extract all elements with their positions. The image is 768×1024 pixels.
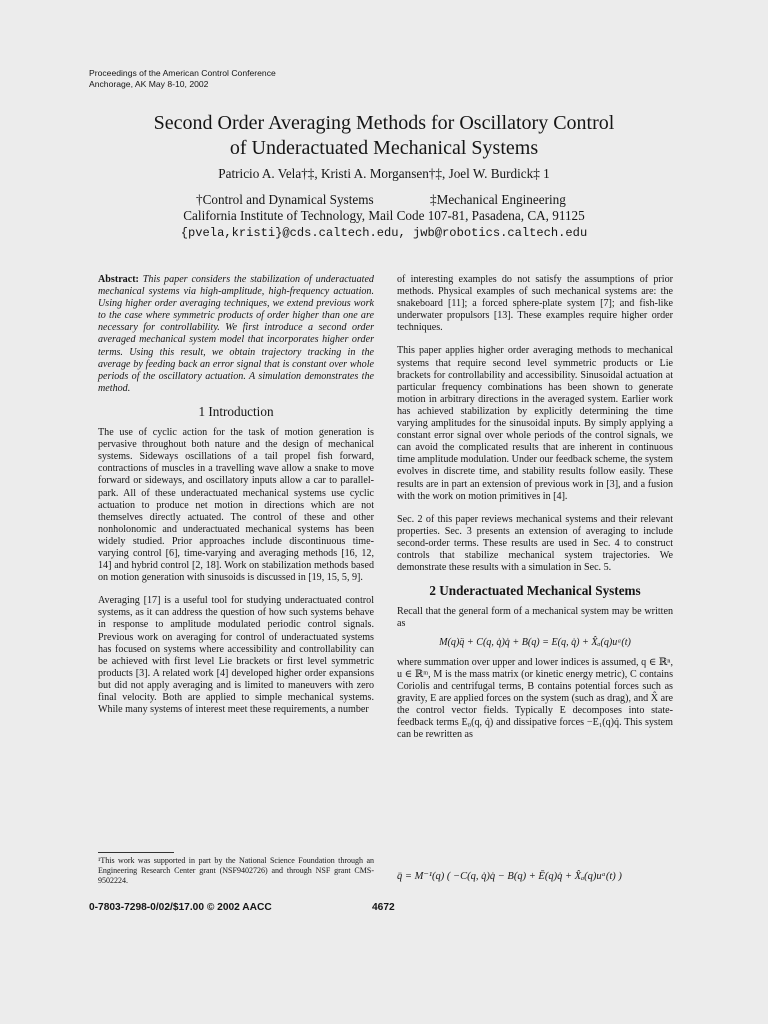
author-list: Patricio A. Vela†‡, Kristi A. Morgansen†‡, Joel W. Burdick‡ 1	[218, 166, 550, 181]
affiliation-departments	[60, 192, 708, 208]
abstract-label: Abstract:	[98, 274, 139, 285]
right-paragraph-2: This paper applies higher order averaging methods to mechanical systems that require second level symmetric products or Lie brackets for controllability and accessibility. Sinusoidal actuation at particular frequency combinations has been shown to generate motion in arbitrary directions in the averaged system. Earlier work has achieved stabilization by explicitly determining the time varying amplitudes for the sinusoidal inputs. By simply applying a constant error signal over whole periods of the control signals, we can avoid the complicated results that are inherent in continuous time amplitude modulation. Under our feedback scheme, the system evolves in discrete time, and stability results follow easily. These results are in part an extension of previous work in [3], and a fusion with the work on motion primitives in [4].	[397, 345, 673, 502]
conference-location: Anchorage, AK May 8-10, 2002	[89, 79, 209, 89]
paper-title-line1: Second Order Averaging Methods for Oscillatory Control	[153, 112, 615, 134]
section-heading-underactuated: 2 Underactuated Mechanical Systems	[429, 583, 641, 599]
footnote: ¹This work was supported in part by the National Science Foundation through an Engineering Research Center grant (NSF9402726) and through NSF grant CMS-9502224.	[98, 856, 374, 885]
intro-paragraph-2: Averaging [17] is a useful tool for studying underactuated control systems, as it can address the question of how such systems behave in response to amplitude modulated periodic control signals. Previous work on averaging for control of underactuated systems has focused on systems where accessibility and controllability can be achieved with first level Lie brackets or first level symmetric products [3]. A related work [4] developed higher order expansions but did not apply averaging and is limited to maneuvers with zero final velocity. Both are applied to simple mechanical systems. While many systems of interest meet these requirements, a number	[98, 595, 374, 716]
section-heading-introduction: 1 Introduction	[198, 403, 274, 419]
affiliation-emails: {pvela,kristi}@cds.caltech.edu, jwb@robotics.caltech.edu	[180, 226, 588, 240]
equation-mechanical-system: M(q)q̈ + C(q, q̇)q̇ + B(q) = E(q, q̇) + X̂ₐ(q)uᵃ(t)	[439, 637, 631, 649]
intro-paragraph-1: The use of cyclic action for the task of motion generation is pervasive throughout both nature and the design of mechanical systems. Sideways oscillations of a tail propel fish forward, contractions of muscles in a travelling wave allow a snake to move forward or sideways, and oscillatory inputs allow a car to parallel-park. All of these underactuated mechanical systems use cyclic actuation to produce net motion in directions which are not themselves directly actuated. The control of these and other nonholonomic and underactuated mechanical systems has been widely studied. Prior approaches include discontinuous time-varying control [6], time-varying and averaging methods [16, 12, 14] and hybrid control [2, 18]. Work on stabilization methods based on motion generation with sinusoids is discussed in [19, 15, 5, 9].	[98, 427, 374, 584]
copyright-line: 0-7803-7298-0/02/$17.00 © 2002 AACC	[89, 902, 272, 913]
right-paragraph-3: Sec. 2 of this paper reviews mechanical systems and their relevant properties. Sec. 3 presents an extension of averaging to include second-order terms. These results are used in Sec. 4 to construct controls that stabilize mechanical system trajectories. We demonstrate these results with a simulation in Sec. 5.	[397, 513, 673, 574]
page-number: 4672	[372, 902, 395, 913]
abstract-text: This paper considers the stabilization of underactuated mechanical systems via high-amplitude, high-frequency actuation. Using higher order averaging techniques, we extend previous work to the case where symmetric products of order higher than one are necessary for controllability. We first introduce a second order averaged mechanical system model that incorporates higher order terms. Using this result, we obtain trajectory tracking in the average by feeding back an error signal that is constant over whole periods of the oscillatory actuation. A simulation demonstrates the method.	[98, 274, 374, 394]
affiliation-institute: California Institute of Technology, Mail Code 107-81, Pasadena, CA, 91125	[183, 208, 585, 223]
footnote-divider	[98, 852, 174, 853]
left-column	[98, 274, 374, 727]
affiliation-dept-1: †Control and Dynamical Systems	[196, 192, 374, 207]
paper-title-line2: of Underactuated Mechanical Systems	[229, 137, 539, 159]
right-paragraph-1: of interesting examples do not satisfy the assumptions of prior methods. Physical examples of such mechanical systems are: the snakeboard [11]; a forced sphere-plate system [7]; and fish-like underwater propulsors [13]. These examples require higher order techniques.	[397, 274, 673, 334]
sec2-paragraph-1: Recall that the general form of a mechanical system may be written as	[397, 606, 673, 630]
right-column	[397, 274, 673, 752]
conference-header	[89, 68, 276, 90]
equation-rewritten: q̈ = M⁻¹(q) ( −C(q, q̇)q̇ − B(q) + Ē(q)q̇ + X̂ₐ(q)uᵃ(t) )	[397, 871, 622, 882]
sec2-paragraph-2: where summation over upper and lower indices is assumed, q ∈ ℝⁿ, u ∈ ℝᵐ, M is the mass matrix (or kinetic energy metric), C contains Coriolis and centrifugal terms, B contains potential forces such as gravity, E are applied forces on the system (such as drag), and X̂ are the control vector fields. Typically E decomposes into state-feedback terms E₀(q, q̇) and dissipative forces −E₁(q)q̇. This system can be rewritten as	[397, 656, 673, 741]
affiliation-dept-2: ‡Mechanical Engineering	[430, 192, 566, 207]
abstract	[98, 274, 374, 395]
conference-name: Proceedings of the American Control Conference	[89, 68, 276, 78]
